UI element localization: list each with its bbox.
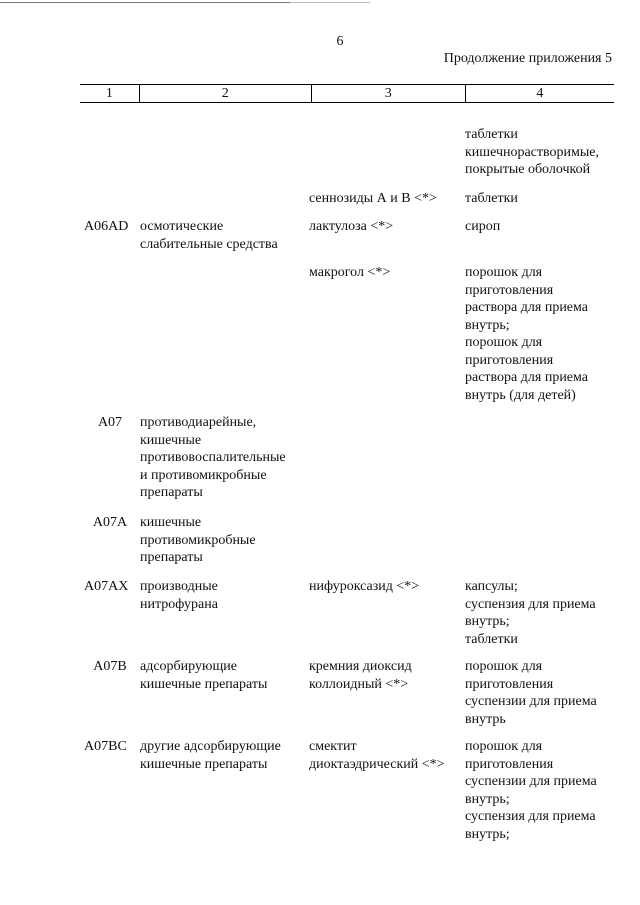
dosage-form-line: таблетки bbox=[465, 631, 518, 647]
page-number: 6 bbox=[336, 34, 344, 49]
header-col-1: 1 bbox=[105, 86, 113, 101]
dosage-form bbox=[465, 126, 625, 179]
atc-group-line: адсорбирующие bbox=[140, 659, 237, 674]
atc-code-line: A07A bbox=[92, 515, 128, 530]
dosage-form-line: приготовления bbox=[465, 282, 554, 298]
dosage-form-line: таблетки bbox=[465, 191, 518, 206]
atc-group bbox=[140, 738, 308, 773]
atc-group-line: кишечные препараты bbox=[140, 676, 268, 692]
dosage-form-line: порошок для bbox=[465, 739, 543, 754]
atc-code bbox=[84, 414, 136, 432]
atc-code bbox=[84, 218, 136, 236]
atc-code bbox=[84, 578, 136, 596]
dosage-form-line: раствора для приема bbox=[465, 300, 588, 315]
dosage-form bbox=[465, 658, 625, 728]
atc-code bbox=[84, 514, 136, 532]
scan-edge-line-faint bbox=[290, 2, 370, 3]
dosage-form-line: суспензии для приема bbox=[465, 694, 597, 709]
dosage-form-line: порошок для bbox=[465, 335, 543, 350]
page-subtitle: Продолжение приложения 5 bbox=[443, 51, 612, 66]
atc-code-line: A06AD bbox=[84, 219, 129, 234]
dosage-form-line: внутрь; bbox=[465, 791, 510, 807]
dosage-form-line: внутрь; bbox=[465, 826, 510, 842]
atc-group-line: противодиарейные, bbox=[140, 415, 257, 430]
atc-code-line: A07AX bbox=[84, 579, 129, 594]
atc-group bbox=[140, 514, 308, 567]
dosage-form-line: капсулы; bbox=[465, 579, 518, 594]
dosage-form bbox=[465, 738, 625, 843]
atc-group-line: кишечные препараты bbox=[140, 756, 268, 772]
drug-name bbox=[309, 264, 463, 282]
dosage-form-line: покрытые оболочкой bbox=[465, 162, 591, 177]
dosage-form-line: внутрь bbox=[465, 711, 506, 727]
header-col-4: 4 bbox=[465, 85, 614, 102]
atc-code-line: A07BC bbox=[84, 739, 127, 754]
atc-code-line: A07B bbox=[93, 659, 127, 674]
drug-name bbox=[309, 218, 463, 236]
drug-name bbox=[309, 658, 463, 693]
atc-group bbox=[140, 414, 308, 502]
dosage-form-line: внутрь (для детей) bbox=[465, 387, 576, 403]
table-header bbox=[80, 84, 614, 103]
scan-edge-line bbox=[0, 2, 290, 3]
dosage-form-line: суспензии для приема bbox=[465, 774, 597, 789]
atc-group-line: другие адсорбирующие bbox=[140, 739, 281, 754]
atc-group bbox=[140, 658, 308, 693]
drug-name-line: кремния диоксид bbox=[309, 659, 412, 674]
dosage-form bbox=[465, 190, 625, 208]
drug-name-line: сеннозиды А и В <*> bbox=[309, 191, 437, 206]
atc-group bbox=[140, 218, 308, 253]
dosage-form bbox=[465, 264, 625, 404]
header-col-3: 3 bbox=[311, 85, 465, 102]
dosage-form-line: суспензия для приема bbox=[465, 809, 596, 824]
dosage-form-line: приготовления bbox=[465, 352, 554, 368]
drug-name-line: лактулоза <*> bbox=[309, 219, 394, 234]
atc-group-line: осмотические bbox=[140, 219, 224, 234]
atc-group-line: противомикробные bbox=[140, 532, 256, 548]
dosage-form bbox=[465, 218, 625, 236]
atc-code-line: A07 bbox=[97, 415, 123, 430]
atc-group-line: препараты bbox=[140, 550, 203, 565]
dosage-form-line: сироп bbox=[465, 219, 501, 234]
drug-name-line: нифуроксазид <*> bbox=[309, 579, 420, 594]
atc-group-line: противовоспалительные bbox=[140, 450, 286, 465]
header-col-2: 2 bbox=[139, 85, 311, 102]
dosage-form bbox=[465, 578, 625, 648]
dosage-form-line: внутрь; bbox=[465, 317, 510, 333]
drug-name bbox=[309, 578, 463, 596]
dosage-form-line: порошок для bbox=[465, 659, 543, 674]
atc-group-line: слабительные средства bbox=[140, 236, 278, 252]
atc-group bbox=[140, 578, 308, 613]
atc-group-line: производные bbox=[140, 579, 218, 594]
atc-group-line: препараты bbox=[140, 485, 203, 500]
dosage-form-line: таблетки bbox=[465, 127, 518, 142]
atc-group-line: кишечные bbox=[140, 432, 202, 448]
drug-name-line: диоктаэдрический <*> bbox=[309, 756, 445, 772]
drug-name bbox=[309, 738, 463, 773]
dosage-form-line: суспензия для приема bbox=[465, 596, 596, 612]
drug-name-line: коллоидный <*> bbox=[309, 676, 409, 692]
atc-code bbox=[84, 658, 136, 676]
dosage-form-line: кишечнорастворимые, bbox=[465, 144, 600, 160]
atc-group-line: кишечные bbox=[140, 515, 202, 530]
drug-name bbox=[309, 190, 463, 208]
atc-group-line: нитрофурана bbox=[140, 596, 218, 612]
drug-name-line: смектит bbox=[309, 739, 357, 754]
atc-group-line: и противомикробные bbox=[140, 467, 267, 483]
dosage-form-line: раствора для приема bbox=[465, 370, 588, 385]
drug-name-line: макрогол <*> bbox=[309, 265, 391, 280]
dosage-form-line: внутрь; bbox=[465, 614, 510, 629]
dosage-form-line: порошок для bbox=[465, 265, 543, 280]
dosage-form-line: приготовления bbox=[465, 676, 554, 692]
atc-code bbox=[84, 738, 136, 756]
dosage-form-line: приготовления bbox=[465, 756, 554, 772]
